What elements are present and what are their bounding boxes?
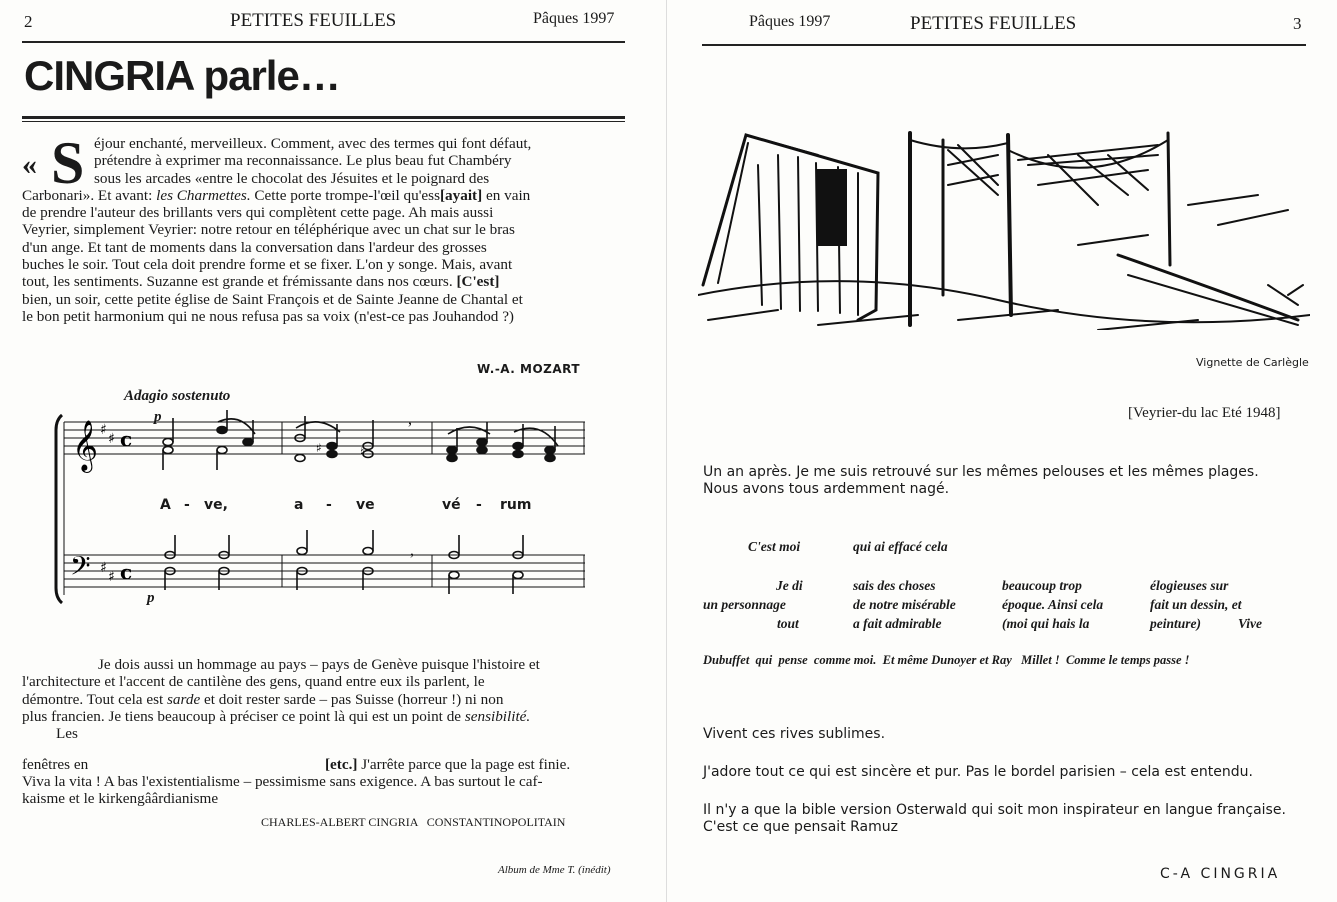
text-line: sous les arcades «entre le chocolat des Jésuites et le poignard des xyxy=(94,169,490,187)
closing-paragraph xyxy=(22,756,626,808)
header-rule xyxy=(22,41,625,43)
text-line: l'architecture et l'accent de cantilène des gens, quand entre eux ils parlent, le xyxy=(22,673,485,691)
poem-cell: qui ai effacé cela xyxy=(853,539,948,554)
text-line: d'un ange. Et tant de moments dans la conversation dans l'ardeur des grosses xyxy=(22,238,487,256)
poem-cell: beaucoup trop xyxy=(1002,578,1082,593)
composer-name: W.-A. MOZART xyxy=(477,362,581,376)
article-title: CINGRIA parle… xyxy=(24,52,340,99)
text-line: Viva la vita ! A bas l'existentialisme – pessimisme sans exigence. A bas surtout le caf- xyxy=(22,773,543,790)
homage-paragraph xyxy=(22,656,626,742)
poem-cell: sais des choses xyxy=(853,578,936,593)
text-line: buches le soir. Tout cela doit prendre forme et se fixer. L'on y songe. Mais, avant xyxy=(22,256,513,274)
svg-text:♯: ♯ xyxy=(100,560,107,576)
text-line: démontre. Tout cela est sarde et doit rester sarde – pas Suisse (horreur !) ni non xyxy=(22,690,504,708)
poem-cell: de notre misérable xyxy=(853,597,956,612)
text-line: Nous avons tous ardemment nagé. xyxy=(703,481,950,497)
illustration-caption: Vignette de Carlègle xyxy=(1196,356,1309,369)
signature: CHARLES-ALBERT CINGRIA CONSTANTINOPOLITAIN xyxy=(261,815,566,829)
text-line: Vivent ces rives sublimes. xyxy=(703,726,886,742)
place-date: [Veyrier-du lac Eté 1948] xyxy=(1128,405,1281,421)
bass-staff xyxy=(64,555,585,587)
text-line: de prendre l'auteur des brillants vers qui complètent cette page. Ah mais aussi xyxy=(22,204,494,222)
text-line: C'est ce que pensait Ramuz xyxy=(703,819,898,835)
right-page xyxy=(690,0,1337,902)
opening-paragraph xyxy=(703,464,1313,498)
text-line: tout, les sentiments. Suzanne est grande et frémissante dans nos cœurs. [C'est] xyxy=(22,273,500,291)
closing-lines xyxy=(703,726,1318,836)
sharp-accidental: ♯ xyxy=(316,441,322,455)
text-line: kaisme et le kirkengâârdianisme xyxy=(22,790,219,808)
text-line: Il n'y a que la bible version Osterwald qui soit mon inspirateur en langue française. xyxy=(703,802,1286,818)
issue-label: Pâques 1997 xyxy=(533,10,615,27)
bass-notes xyxy=(165,530,523,594)
running-header: PETITES FEUILLES xyxy=(910,13,1077,34)
poem-cell: tout xyxy=(777,616,799,631)
bass-clef-icon: 𝄢 xyxy=(70,550,91,588)
treble-notes xyxy=(163,410,558,470)
treble-clef-icon: 𝄞 xyxy=(72,420,99,471)
text-line: bien, un soir, cette petite église de Saint François et de Sainte Jeanne de Chantal et xyxy=(22,290,523,308)
text-line: Un an après. Je me suis retrouvé sur les mêmes pelouses et les mêmes plages. xyxy=(703,464,1259,480)
text-line: éjour enchanté, merveilleux. Comment, avec des termes qui font défaut, xyxy=(94,135,532,152)
treble-staff xyxy=(64,422,585,454)
text-line: Les xyxy=(56,725,78,743)
svg-text:,: , xyxy=(408,411,412,428)
issue-label: Pâques 1997 xyxy=(749,13,831,30)
text-line: fenêtres en [etc.] J'arrête parce que la page est finie. xyxy=(22,756,571,773)
system-bracket xyxy=(56,415,62,603)
page-number: 2 xyxy=(24,12,33,31)
album-note: Album de Mme T. (inédit) xyxy=(498,864,611,876)
time-signature-bottom: c xyxy=(120,560,133,584)
poem-cell: élogieuses sur xyxy=(1150,578,1229,593)
text-line: Veyrier, simplement Veyrier: notre retour en téléphérique avec un chat sur le bras xyxy=(22,221,515,239)
poem-cell: (moi qui hais la xyxy=(1002,616,1090,631)
vignette-illustration xyxy=(698,95,1310,330)
poem-cell: a fait admirable xyxy=(853,616,942,631)
dynamic-piano-top: p xyxy=(154,409,162,425)
poem-cell: Vive xyxy=(1238,616,1262,631)
poem-block xyxy=(703,537,1318,677)
svg-text:♯: ♯ xyxy=(108,431,115,447)
text-line: plus francien. Je tiens beaucoup à préciser ce point là qui est un point de sensibilité. xyxy=(22,707,531,725)
title-rule-thick xyxy=(22,116,625,119)
intro-paragraph xyxy=(22,130,626,325)
svg-text:♯: ♯ xyxy=(100,422,107,438)
page-number: 3 xyxy=(1293,14,1302,33)
svg-text:,: , xyxy=(410,542,414,559)
signature: C-A CINGRIA xyxy=(1160,866,1281,882)
running-header: PETITES FEUILLES xyxy=(230,10,397,31)
poem-cell: époque. Ainsi cela xyxy=(1002,597,1104,612)
page-gutter xyxy=(666,0,667,902)
left-page xyxy=(0,0,650,902)
tempo-marking: Adagio sostenuto xyxy=(124,388,231,404)
natural-accidental: ♮ xyxy=(360,445,365,459)
opening-quote: « xyxy=(22,148,37,181)
text-line: J'adore tout ce qui est sincère et pur. Pas le bordel parisien – cela est entendu. xyxy=(703,764,1253,780)
time-signature-top: c xyxy=(120,427,133,451)
dynamic-piano-bottom: p xyxy=(147,590,155,606)
poem-cell: un personnage xyxy=(703,597,786,612)
title-rule-thin xyxy=(22,121,625,122)
text-line: Je dois aussi un hommage au pays – pays de Genève puisque l'histoire et xyxy=(98,656,540,673)
lyrics-line: A - ve, a - ve vé - rum xyxy=(160,497,532,513)
text-line: le bon petit harmonium qui ne nous refusa pas sa voix (n'est-ce pas Jouhandod ?) xyxy=(22,307,514,325)
poem-line: Dubuffet qui pense comme moi. Et même Dunoyer et Ray Millet ! Comme le temps passe ! xyxy=(703,653,1190,667)
text-line: Carbonari». Et avant: les Charmettes. Cette porte trompe-l'œil qu'ess[ayait] en vain xyxy=(22,186,531,204)
poem-cell: fait un dessin, et xyxy=(1150,597,1242,612)
poem-cell: peinture) xyxy=(1150,616,1202,631)
poem-cell: C'est moi xyxy=(748,539,801,554)
drop-cap: S xyxy=(51,130,85,196)
text-line: prétendre à exprimer ma reconnaissance. Le plus beau fut Chambéry xyxy=(94,152,512,170)
poem-cell: Je di xyxy=(776,578,803,593)
header-rule xyxy=(702,44,1306,46)
svg-text:♯: ♯ xyxy=(108,569,115,585)
